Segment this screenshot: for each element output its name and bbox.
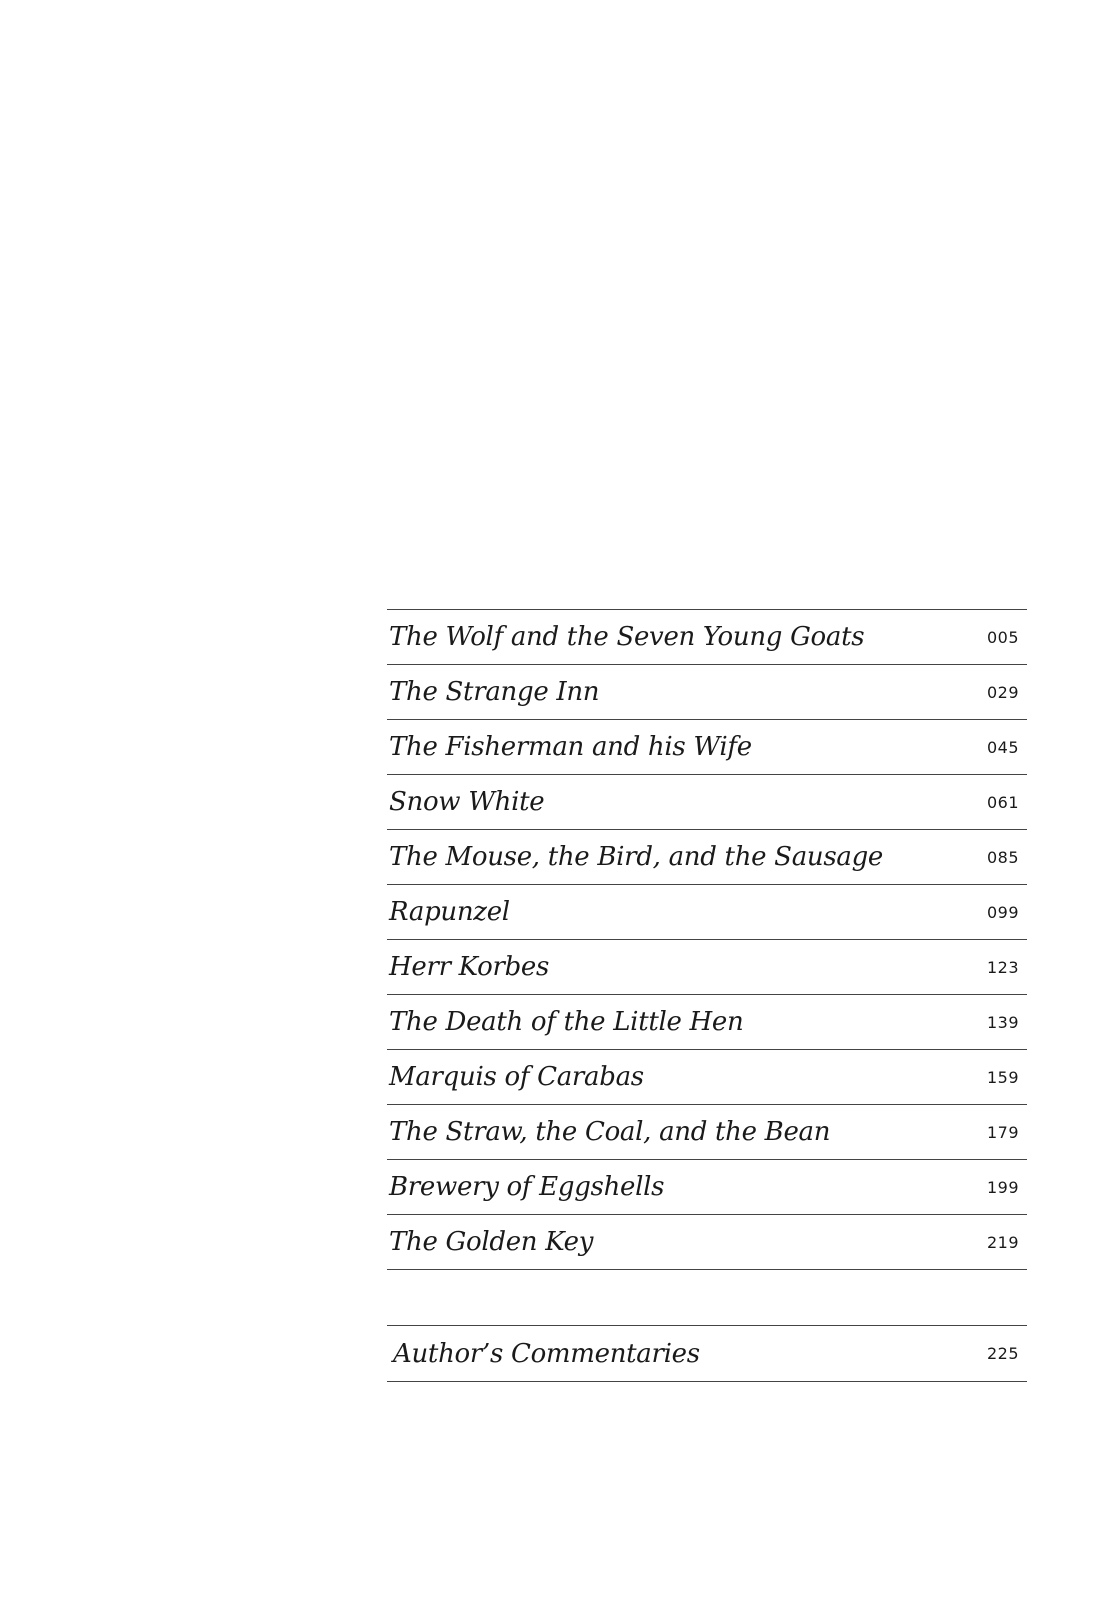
toc-entry-page: 159 xyxy=(986,1067,1019,1087)
toc-entry-title: Marquis of Carabas xyxy=(389,1062,644,1092)
toc-entry-list xyxy=(387,609,1027,1270)
toc-entry[interactable] xyxy=(387,940,1027,995)
toc-entry[interactable] xyxy=(387,995,1027,1050)
toc-entry[interactable] xyxy=(387,1050,1027,1105)
toc-entry[interactable] xyxy=(387,885,1027,940)
toc-entry[interactable] xyxy=(387,830,1027,885)
toc-entry-page: 061 xyxy=(986,792,1019,812)
toc-entry[interactable] xyxy=(387,1160,1027,1215)
toc-entry[interactable] xyxy=(387,720,1027,775)
toc-entry-title: The Death of the Little Hen xyxy=(389,1007,744,1037)
toc-entry-title: The Straw, the Coal, and the Bean xyxy=(389,1117,831,1147)
toc-entry-page: 123 xyxy=(986,957,1019,977)
toc-commentaries-section xyxy=(387,1325,1027,1382)
toc-entry[interactable] xyxy=(387,775,1027,830)
toc-entry[interactable] xyxy=(387,1105,1027,1160)
toc-entry-title: The Golden Key xyxy=(389,1227,594,1257)
toc-entry-page: 179 xyxy=(986,1122,1019,1142)
toc-entry[interactable] xyxy=(387,1215,1027,1270)
toc-entry-page: 219 xyxy=(986,1232,1019,1252)
table-of-contents xyxy=(387,609,1027,1382)
toc-entry-page: 029 xyxy=(986,682,1019,702)
toc-entry-title: The Strange Inn xyxy=(389,677,600,707)
toc-entry[interactable] xyxy=(387,665,1027,720)
toc-entry[interactable] xyxy=(387,610,1027,665)
toc-entry-page: 225 xyxy=(986,1344,1019,1363)
toc-entry-title: Author’s Commentaries xyxy=(393,1338,700,1369)
toc-entry-page: 139 xyxy=(986,1012,1019,1032)
toc-entry-title: The Wolf and the Seven Young Goats xyxy=(389,622,865,652)
toc-entry-page: 099 xyxy=(986,902,1019,922)
toc-entry-title: Snow White xyxy=(389,787,545,817)
toc-entry-commentaries[interactable] xyxy=(387,1326,1027,1382)
toc-entry-title: The Fisherman and his Wife xyxy=(389,732,752,762)
toc-entry-title: The Mouse, the Bird, and the Sausage xyxy=(389,842,884,872)
toc-entry-page: 045 xyxy=(986,737,1019,757)
toc-entry-title: Brewery of Eggshells xyxy=(389,1172,665,1202)
toc-entry-page: 085 xyxy=(986,847,1019,867)
toc-entry-title: Herr Korbes xyxy=(389,952,550,982)
toc-entry-page: 199 xyxy=(986,1177,1019,1197)
toc-entry-title: Rapunzel xyxy=(389,897,510,927)
toc-entry-page: 005 xyxy=(986,627,1019,647)
